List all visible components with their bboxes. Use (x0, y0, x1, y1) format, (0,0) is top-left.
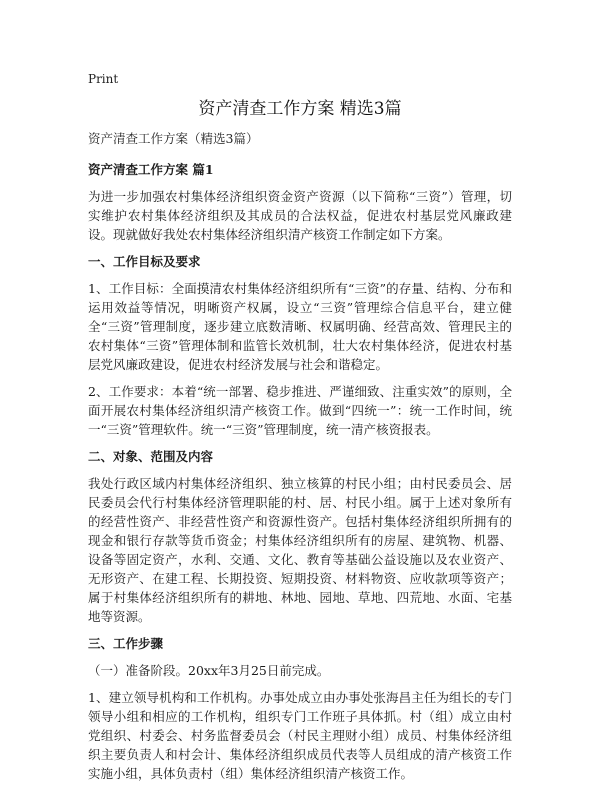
paragraph-leadership: 1、建立领导机构和工作机构。办事处成立由办事处张海昌主任为组长的专门领导小组和相应的工作机构，组织专门工作班子具体抓。村（组）成立由村党组织、村委会、村务监督委员会（村民主理财小组）成员、村集体经济组织主要负责人和村会计、集体经济组织成员代表等人员组成的清产核资工作实施小组，具体负责村（组）集体经济组织清产核资工作。 (88, 690, 512, 781)
section-heading-steps: 三、工作步骤 (88, 636, 164, 651)
paragraph-scope: 我处行政区域内村集体经济组织、独立核算的村民小组；由村民委员会、居民委员会代行村集体经济管理职能的村、居、村民小组。属于上述对象所有的经营性资产、非经营性资产和资源性资产。包括村集体经济组织所拥有的现金和银行存款等货币资金；村集体经济组织所有的房屋、建筑物、机器、设备等固定资产，水利、交通、文化、教育等基础公益设施以及农业资产、无形资产、在建工程、长期投资、短期投资、材料物资、应收款项等资产；属于村集体经济组织所有的耕地、林地、园地、草地、四荒地、水面、宅基地等资源。 (88, 476, 512, 624)
section-heading-goals: 一、工作目标及要求 (88, 254, 201, 269)
document-body (88, 160, 512, 791)
paragraph-work-requirements: 2、工作要求：本着“统一部署、稳步推进、严谨细致、注重实效”的原则，全面开展农村集体经济组织清产核资工作。做到“四统一”：统一工作时间，统一“三资”管理软件。统一“三资”管理制度，统一清产核资报表。 (88, 384, 512, 437)
intro-paragraph: 为进一步加强农村集体经济组织资金资产资源（以下简称“三资”）管理，切实维护农村集体经济组织及其成员的合法权益，促进农村基层党风廉政建设。现就做好我处农村集体经济组织清产核资工作制定如下方案。 (88, 189, 512, 242)
paragraph-work-goals: 1、工作目标：全面摸清农村集体经济组织所有“三资”的存量、结构、分布和运用效益等情况，明晰资产权属，设立“三资”管理综合信息平台，建立健全“三资”管理制度，逐步建立底数清晰、权属明确、经营高效、管理民主的农村集体“三资”管理体制和监管长效机制，壮大农村集体经济，促进农村基层党风廉政建设，促进农村经济发展与社会和谐稳定。 (88, 281, 512, 372)
section-heading-scope: 二、对象、范围及内容 (88, 449, 214, 464)
page-title: 资产清查工作方案 精选3篇 (198, 99, 402, 119)
part-heading: 资产清查工作方案 篇1 (88, 162, 214, 177)
paragraph-preparation-stage: （一）准备阶段。20xx年3月25日前完成。 (88, 663, 330, 678)
print-link[interactable]: Print (88, 72, 119, 86)
document-subtitle: 资产清查工作方案（精选3篇） (88, 131, 259, 146)
